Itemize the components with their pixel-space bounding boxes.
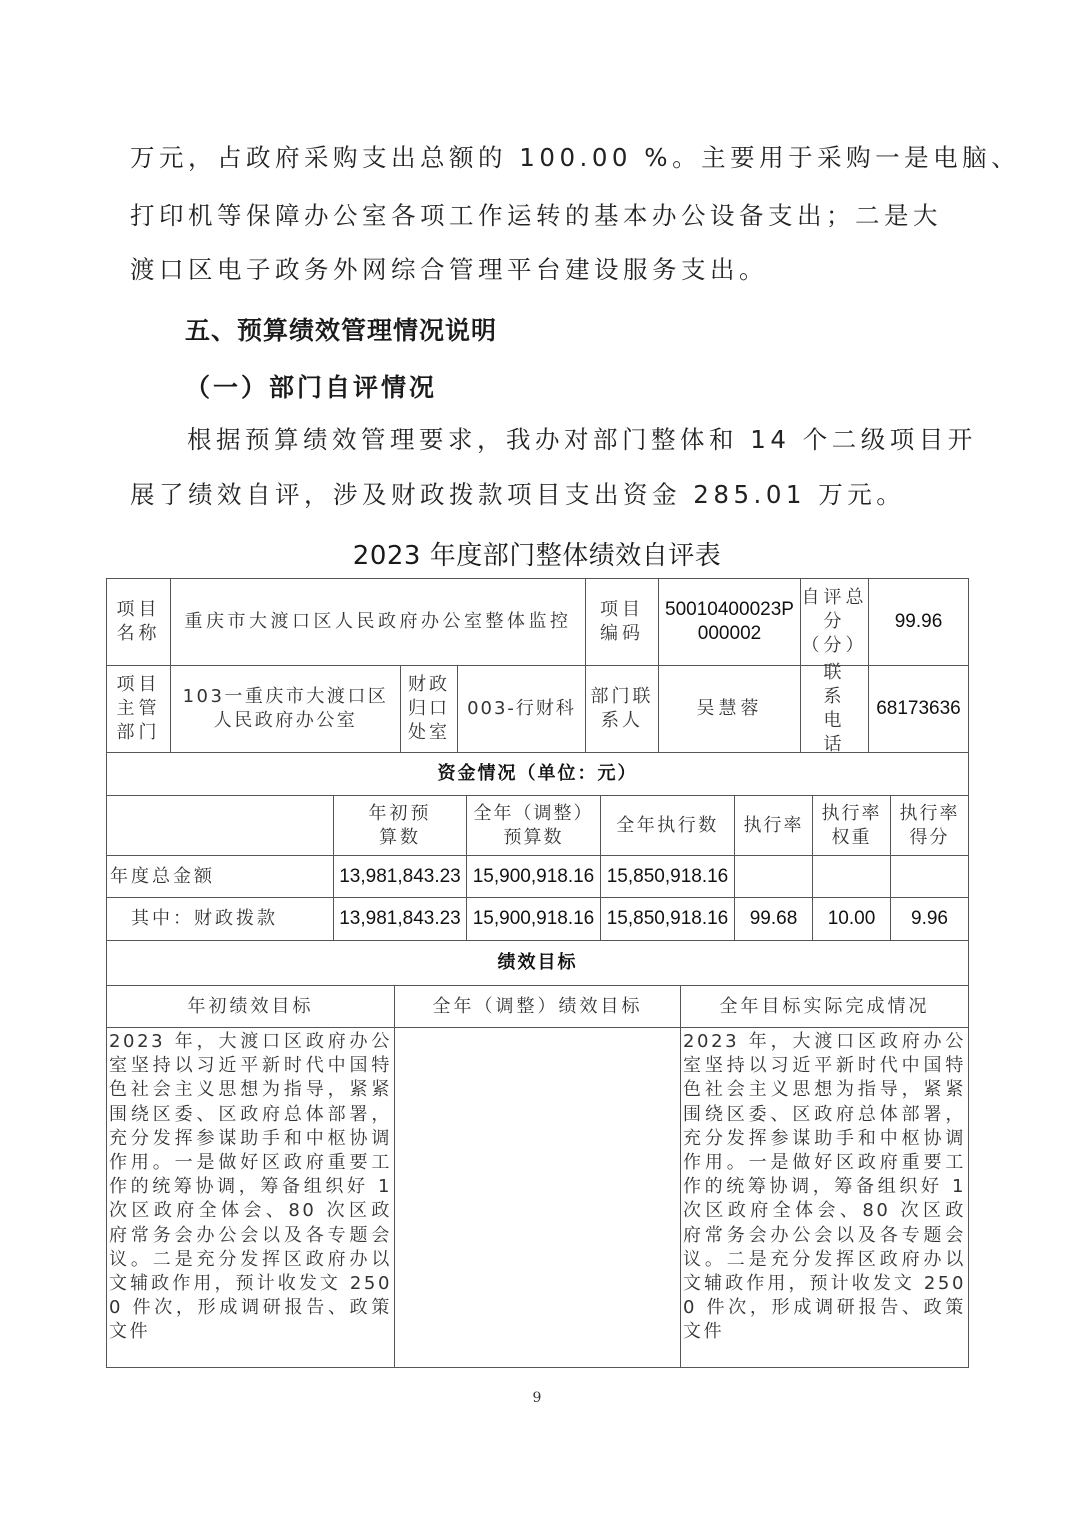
page-number: 9: [532, 1390, 542, 1406]
funds-header-initial: 年初预算数: [333, 795, 466, 855]
label-self-score: 自评总分（分）: [800, 578, 868, 665]
subsection-heading: （一）部门自评情况: [185, 373, 438, 402]
funds-row-rate: [734, 897, 812, 940]
funds-row-label: 其中：财政拨款: [106, 897, 333, 940]
weight-value: 10.00: [827, 908, 876, 929]
label-project-code: 项目编码: [585, 578, 658, 665]
goals-adjusted-text: [536, 1028, 540, 1030]
funds-header-weight: 执行率权重: [812, 795, 890, 855]
label-finance-office: 财政归口处室: [400, 665, 457, 752]
goals-header-actual: 全年目标实际完成情况: [680, 985, 969, 1027]
funds-row-score: [890, 897, 969, 940]
funds-header-rate: 执行率: [734, 795, 812, 855]
initial-value: 13,981,843.23: [339, 908, 461, 929]
funds-header-executed: 全年执行数: [600, 795, 734, 855]
funds-row-weight: [812, 855, 890, 897]
funds-row-adjusted: [466, 855, 600, 897]
value-project-name: 重庆市大渡口区人民政府办公室整体监控: [170, 578, 585, 665]
goals-actual-text: 2023 年，大渡口区政府办公室坚持以习近平新时代中国特色社会主义思想为指导，紧紧围绕区委、区政府总体部署，充分发挥参谋助手和中枢协调作用。一是做好区政府重要工作的统筹协调，筹备组织好 1 次区政府全体会、80 次区政府常务会办公会以及各专题会议。二是充分发挥区政府办以文辅政作用，预计收发文 2500 件次，形成调研报告、政策文件: [683, 1031, 966, 1343]
funds-row-weight: [812, 897, 890, 940]
funds-section-title: 资金情况（单位：元）: [106, 752, 969, 795]
goals-header-initial: 年初绩效目标: [106, 985, 394, 1027]
label-contact-person: 部门联系人: [585, 665, 658, 752]
body-line-3: 渡口区电子政务外网综合管理平台建设服务支出。: [130, 255, 768, 284]
executed-value: 15,850,918.16: [606, 908, 729, 929]
funds-row-score: [890, 855, 969, 897]
body-line-5: 展了绩效自评，涉及财政拨款项目支出资金 285.01 万元。: [130, 480, 906, 509]
section-heading: 五、预算绩效管理情况说明: [185, 316, 498, 345]
goals-initial-text: 2023 年，大渡口区政府办公室坚持以习近平新时代中国特色社会主义思想为指导，紧紧围绕区委、区政府总体部署，充分发挥参谋助手和中枢协调作用。一是做好区政府重要工作的统筹协调，筹备组织好 1 次区政府全体会、80 次区政府常务会办公会以及各专题会议。二是充分发挥区政府办以文辅政作用，预计收发文 2500 件次，形成调研报告、政策文件: [109, 1031, 392, 1343]
table-title: 2023 年度部门整体绩效自评表: [352, 541, 722, 571]
value-phone: [868, 665, 969, 752]
funds-row-initial: [333, 897, 466, 940]
label-project-name: 项目名称: [106, 578, 170, 665]
value-self-score: [868, 578, 969, 665]
project-code-text: 50010400023P000002: [665, 599, 794, 644]
funds-header-adjusted: 全年（调整）预算数: [466, 795, 600, 855]
adjusted-value: 15,900,918.16: [472, 865, 595, 887]
goals-adjusted-cell: [394, 1027, 680, 1368]
funds-row-label: 年度总金额: [106, 855, 333, 897]
funds-row-executed: [600, 897, 734, 940]
funds-row-initial: [333, 855, 466, 897]
funds-row-rate: [734, 855, 812, 897]
funds-row-adjusted: [466, 897, 600, 940]
value-finance-office: 003-行财科: [457, 665, 585, 752]
self-score-text: 99.96: [894, 611, 943, 632]
funds-row-executed: [600, 855, 734, 897]
goals-actual-cell: [680, 1027, 969, 1368]
body-line-2: 打印机等保障办公室各项工作运转的基本办公设备支出；二是大: [130, 201, 942, 230]
adjusted-value: 15,900,918.16: [472, 908, 595, 929]
value-contact-person: 吴慧蓉: [658, 665, 800, 752]
phone-text: 68173636: [876, 698, 961, 719]
goals-header-adjusted: 全年（调整）绩效目标: [394, 985, 680, 1027]
executed-value: 15,850,918.16: [606, 865, 729, 887]
value-project-code: [658, 578, 800, 665]
initial-value: 13,981,843.23: [339, 865, 461, 887]
goals-section-title: 绩效目标: [106, 940, 969, 985]
body-line-4: 根据预算绩效管理要求，我办对部门整体和 14 个二级项目开: [187, 425, 977, 454]
value-dept: 103一重庆市大渡口区人民政府办公室: [170, 665, 400, 752]
funds-header-blank: [106, 795, 333, 855]
score-value: 9.96: [911, 908, 948, 929]
funds-header-score: 执行率得分: [890, 795, 969, 855]
rate-value: 99.68: [749, 908, 798, 929]
goals-initial-cell: [106, 1027, 394, 1368]
body-line-1: 万元，占政府采购支出总额的 100.00 %。主要用于采购一是电脑、: [130, 143, 1021, 172]
label-dept: 项目主管部门: [106, 665, 170, 752]
label-phone: 联系电话: [800, 665, 868, 752]
